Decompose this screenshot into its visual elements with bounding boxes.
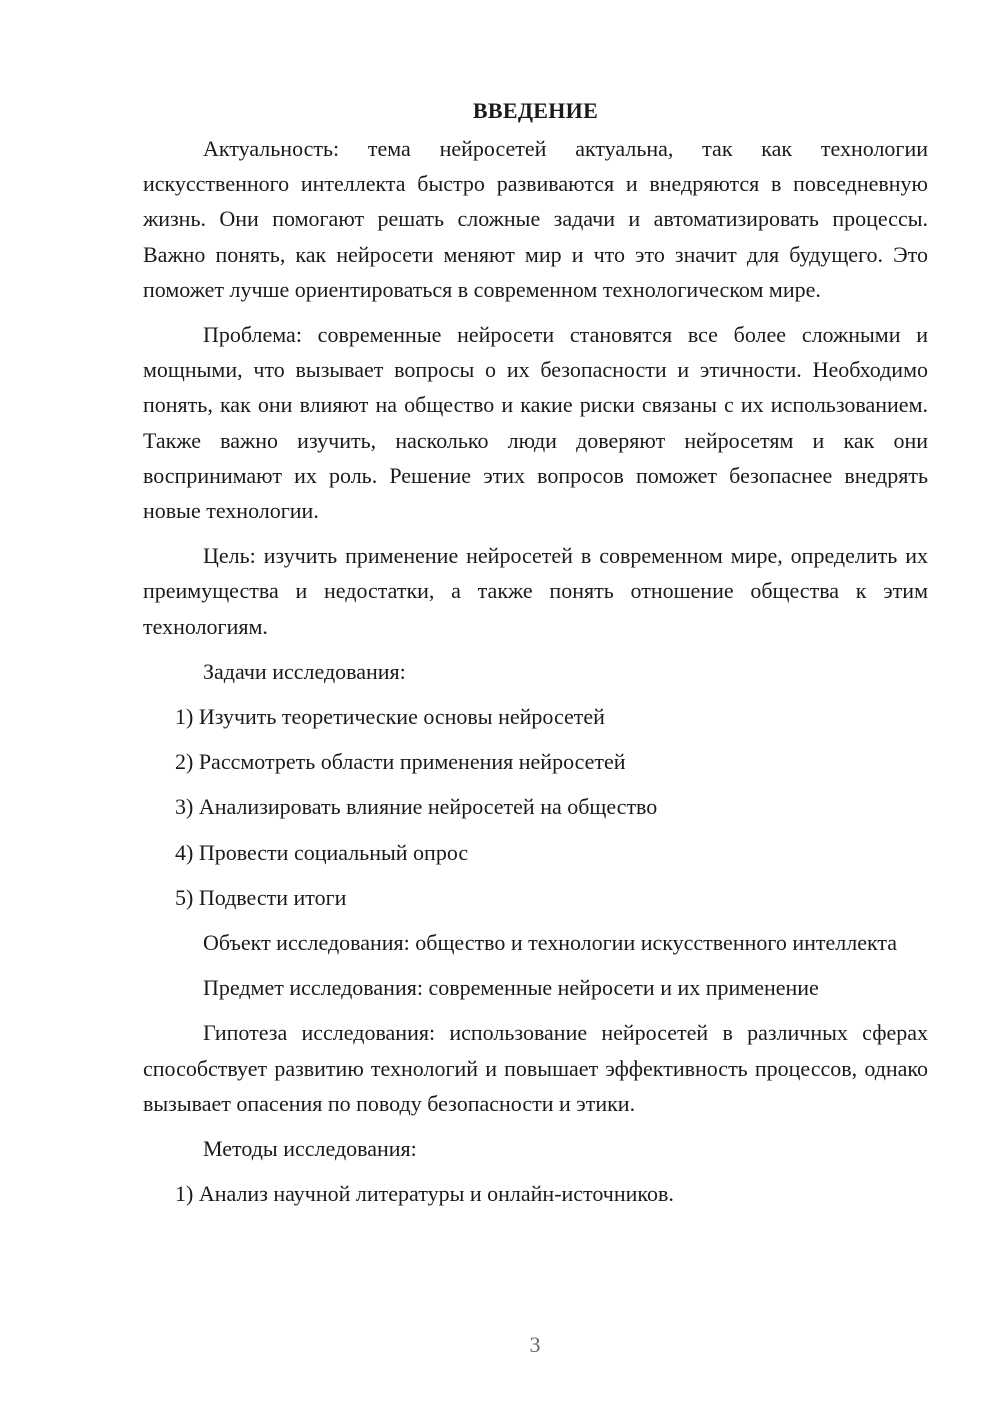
relevance-paragraph: Актуальность: тема нейросетей актуальна, так как технологии искусственного интеллекта быстро развиваются и внедряются в повседневную жизнь. Они помогают решать сложные задачи и автоматизировать процессы. Важно понять, как нейросети меняют мир и что это значит для будущего. Это поможет лучше ориентироваться в современном технологическом мире. xyxy=(143,136,928,302)
methods-list xyxy=(143,1176,928,1211)
tasks-title: Задачи исследования: xyxy=(203,658,406,684)
subject-paragraph: Предмет исследования: современные нейросети и их применение xyxy=(203,975,819,1001)
methods-title: Методы исследования: xyxy=(203,1136,417,1162)
section-heading: ВВЕДЕНИЕ xyxy=(472,98,599,123)
tasks-list xyxy=(143,699,928,915)
list-item: 1) Изучить теоретические основы нейросетей xyxy=(175,704,605,730)
list-item: 1) Анализ научной литературы и онлайн-источников. xyxy=(175,1181,674,1207)
list-item: 4) Провести социальный опрос xyxy=(175,839,469,865)
document-page xyxy=(143,96,928,1221)
hypothesis-paragraph: Гипотеза исследования: использование нейросетей в различных сферах способствует развитию технологий и повышает эффективность процессов, однако вызывает опасения по поводу безопасности и этики. xyxy=(143,1020,928,1116)
object-paragraph: Объект исследования: общество и технологии искусственного интеллекта xyxy=(203,930,898,956)
list-item: 3) Анализировать влияние нейросетей на общество xyxy=(175,794,658,820)
list-item: 2) Рассмотреть области применения нейросетей xyxy=(175,749,626,775)
list-item: 5) Подвести итоги xyxy=(175,884,347,910)
page-number: 3 xyxy=(529,1332,541,1357)
goal-paragraph: Цель: изучить применение нейросетей в современном мире, определить их преимущества и недостатки, а также понять отношение общества к этим технологиям. xyxy=(143,543,928,639)
problem-paragraph: Проблема: современные нейросети становятся все более сложными и мощными, что вызывает вопросы о их безопасности и этичности. Необходимо понять, как они влияют на общество и какие риски связаны с их использованием. Также важно изучить, насколько люди доверяют нейросетям и как они воспринимают их роль. Решение этих вопросов поможет безопаснее внедрять новые технологии. xyxy=(143,322,928,524)
